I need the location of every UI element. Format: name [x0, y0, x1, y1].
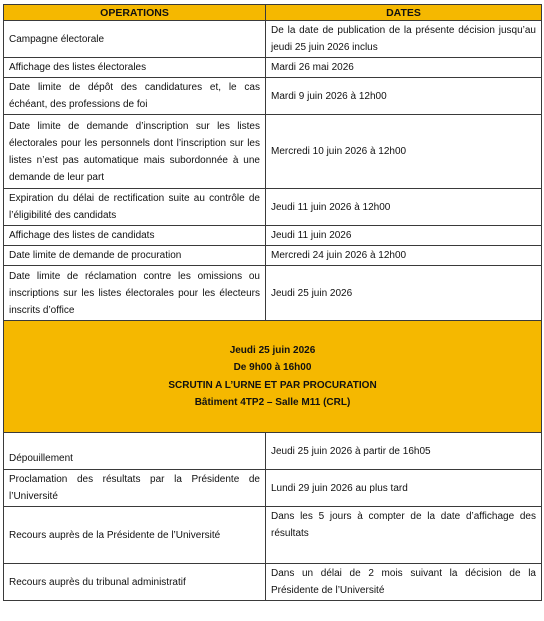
table-row	[4, 564, 542, 601]
operation-cell: Affichage des listes de candidats	[4, 226, 266, 246]
scrutin-date: Jeudi 25 juin 2026	[229, 344, 316, 356]
operation-cell: Date limite de dépôt des candidatures et, le cas échéant, des professions de foi	[4, 78, 266, 115]
table-row	[4, 115, 542, 189]
operation-cell: Campagne électorale	[4, 21, 266, 58]
date-cell: Dans un délai de 2 mois suivant la décision de la Présidente de l’Université	[266, 564, 542, 601]
table-row	[4, 433, 542, 470]
date-cell: Jeudi 25 juin 2026 à partir de 16h05	[266, 433, 542, 470]
operation-cell: Date limite de demande de procuration	[4, 246, 266, 266]
header-row	[4, 5, 542, 21]
operation-cell: Expiration du délai de rectification suite au contrôle de l’éligibilité des candidats	[4, 189, 266, 226]
table-row	[4, 21, 542, 58]
operation-cell: Recours auprès de la Présidente de l’Université	[4, 507, 266, 564]
table-row	[4, 507, 542, 564]
scrutin-cell	[4, 321, 542, 433]
election-schedule-table	[3, 4, 542, 601]
date-cell: Mercredi 24 juin 2026 à 12h00	[266, 246, 542, 266]
table-row	[4, 58, 542, 78]
date-cell: Jeudi 11 juin 2026 à 12h00	[266, 189, 542, 226]
date-cell: Jeudi 25 juin 2026	[266, 266, 542, 321]
table-row	[4, 78, 542, 115]
date-cell: Dans les 5 jours à compter de la date d’affichage des résultats	[266, 507, 542, 564]
operation-cell: Affichage des listes électorales	[4, 58, 266, 78]
date-cell: Lundi 29 juin 2026 au plus tard	[266, 470, 542, 507]
date-cell: Mardi 9 juin 2026 à 12h00	[266, 78, 542, 115]
table-row	[4, 470, 542, 507]
table-row	[4, 266, 542, 321]
scrutin-hours: De 9h00 à 16h00	[233, 362, 312, 373]
operation-cell: Date limite de réclamation contre les omissions ou inscriptions sur les listes électorales pour les électeurs inscrits d’office	[4, 266, 266, 321]
scrutin-title: SCRUTIN A L’URNE ET PAR PROCURATION	[168, 379, 377, 391]
dates-header: DATES	[266, 5, 542, 21]
operations-header: OPERATIONS	[4, 5, 266, 21]
scrutin-location: Bâtiment 4TP2 – Salle M11 (CRL)	[194, 397, 351, 408]
date-cell: De la date de publication de la présente décision jusqu’au jeudi 25 juin 2026 inclus	[266, 21, 542, 58]
operation-cell: Recours auprès du tribunal administratif	[4, 564, 266, 601]
operation-cell: Date limite de demande d’inscription sur les listes électorales pour les personnels dont l’inscription sur les listes n’est pas automatique mais subordonnée à une demande de leur part	[4, 115, 266, 189]
table-row	[4, 189, 542, 226]
scrutin-row	[4, 321, 542, 433]
operation-cell: Dépouillement	[4, 433, 266, 470]
date-cell: Jeudi 11 juin 2026	[266, 226, 542, 246]
date-cell: Mercredi 10 juin 2026 à 12h00	[266, 115, 542, 189]
date-cell: Mardi 26 mai 2026	[266, 58, 542, 78]
operation-cell: Proclamation des résultats par la Présidente de l’Université	[4, 470, 266, 507]
table-row	[4, 246, 542, 266]
table-row	[4, 226, 542, 246]
